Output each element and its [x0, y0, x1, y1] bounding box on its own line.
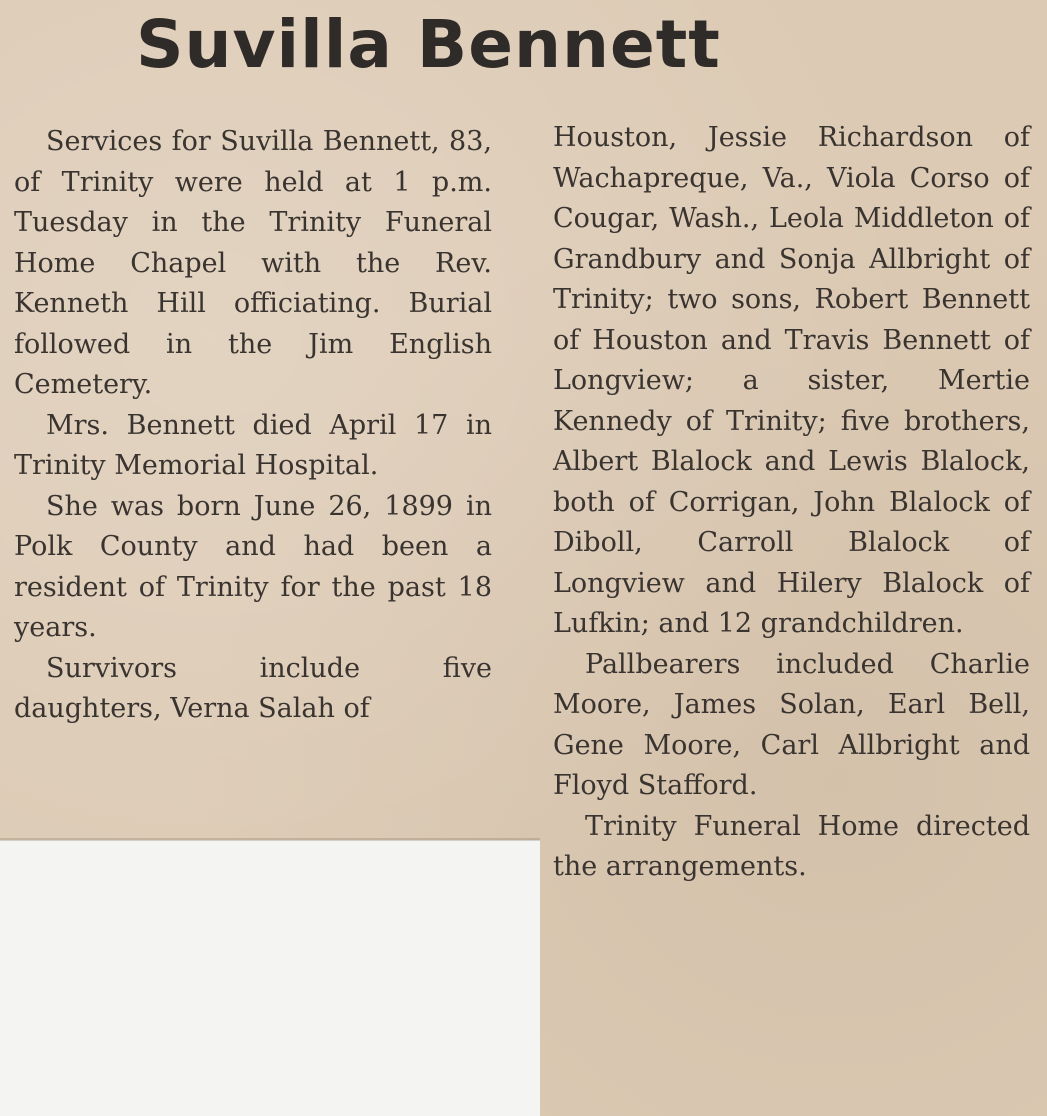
obituary-headline: Suvilla Bennett — [136, 6, 721, 83]
paragraph-birth: She was born June 26, 1899 in Polk County and had been a resident of Trinity for the past 18 years. — [14, 490, 492, 643]
paragraph-death: Mrs. Bennett died April 17 in Trinity Memorial Hospital. — [14, 409, 492, 481]
left-column — [14, 122, 492, 730]
paragraph-funeral-home: Trinity Funeral Home directed the arrangements. — [553, 810, 1030, 882]
paragraph-services: Services for Suvilla Bennett, 83, of Trinity were held at 1 p.m. Tuesday in the Trinity Funeral Home Chapel with the Rev. Kenneth Hill officiating. Burial followed in the Jim English Cemetery. — [14, 126, 492, 400]
blank-background-area — [0, 840, 540, 1116]
right-column — [553, 118, 1030, 888]
paragraph-pallbearers: Pallbearers included Charlie Moore, James Solan, Earl Bell, Gene Moore, Carl Allbright and Floyd Stafford. — [553, 648, 1030, 801]
clipping-edge — [0, 838, 540, 841]
paragraph-survivors-continued: Houston, Jessie Richardson of Wachapreque, Va., Viola Corso of Cougar, Wash., Leola Middleton of Grandbury and Sonja Allbright of Trinity; two sons, Robert Bennett of Houston and Travis Bennett of Longview; a sister, Mertie Kennedy of Trinity; five brothers, Albert Blalock and Lewis Blalock, both of Corrigan, John Blalock of Diboll, Carroll Blalock of Longview and Hilery Blalock of Lufkin; and 12 grandchildren. — [553, 122, 1030, 639]
paragraph-survivors-start: Survivors include five daughters, Verna Salah of — [14, 652, 492, 724]
